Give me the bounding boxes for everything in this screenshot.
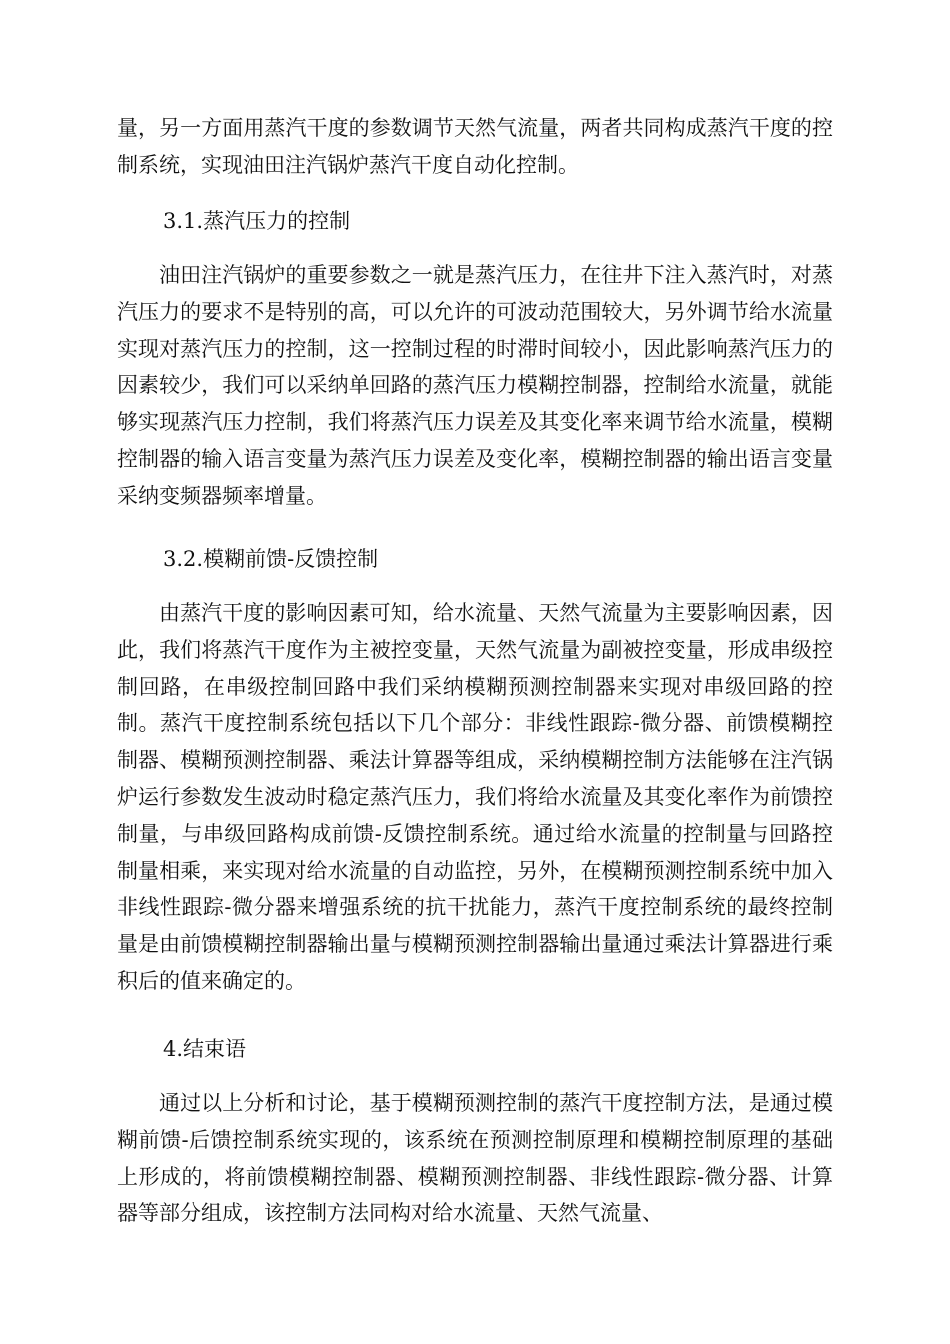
section-3-1-paragraph: 油田注汽锅炉的重要参数之一就是蒸汽压力，在往井下注入蒸汽时，对蒸汽压力的要求不是特别的高，可以允许的可波动范围较大，另外调节给水流量实现对蒸汽压力的控制，这一控制过程的时滞时间较小，因此影响蒸汽压力的因素较少，我们可以采纳单回路的蒸汽压力模糊控制器，控制给水流量，就能够实现蒸汽压力控制，我们将蒸汽压力误差及其变化率来调节给水流量，模糊控制器的输入语言变量为蒸汽压力误差及变化率，模糊控制器的输出语言变量采纳变频器频率增量。 bbox=[117, 263, 833, 508]
section-heading-3-2: 3.2.模糊前馈-反馈控制 bbox=[163, 547, 379, 571]
section-3-2-paragraph: 由蒸汽干度的影响因素可知，给水流量、天然气流量为主要影响因素，因此，我们将蒸汽干度作为主被控变量，天然气流量为副被控变量，形成串级控制回路，在串级控制回路中我们采纳模糊预测控制器来实现对串级回路的控制。蒸汽干度控制系统包括以下几个部分：非线性跟踪-微分器、前馈模糊控制器、模糊预测控制器、乘法计算器等组成，采纳模糊控制方法能够在注汽锅炉运行参数发生波动时稳定蒸汽压力，我们将给水流量及其变化率作为前馈控制量，与串级回路构成前馈-反馈控制系统。通过给水流量的控制量与回路控制量相乘，来实现对给水流量的自动监控，另外，在模糊预测控制系统中加入非线性跟踪-微分器来增强系统的抗干扰能力，蒸汽干度控制系统的最终控制量是由前馈模糊控制器输出量与模糊预测控制器输出量通过乘法计算器进行乘积后的值来确定的。 bbox=[117, 601, 833, 993]
section-heading-3-1: 3.1.蒸汽压力的控制 bbox=[163, 209, 351, 233]
section-heading-4: 4.结束语 bbox=[163, 1037, 247, 1061]
continuation-paragraph: 量，另一方面用蒸汽干度的参数调节天然气流量，两者共同构成蒸汽干度的控制系统，实现油田注汽锅炉蒸汽干度自动化控制。 bbox=[117, 116, 833, 177]
section-4-paragraph: 通过以上分析和讨论，基于模糊预测控制的蒸汽干度控制方法，是通过模糊前馈-后馈控制系统实现的，该系统在预测控制原理和模糊控制原理的基础上形成的，将前馈模糊控制器、模糊预测控制器、非线性跟踪-微分器、计算器等部分组成，该控制方法同构对给水流量、天然气流量、 bbox=[117, 1091, 833, 1226]
